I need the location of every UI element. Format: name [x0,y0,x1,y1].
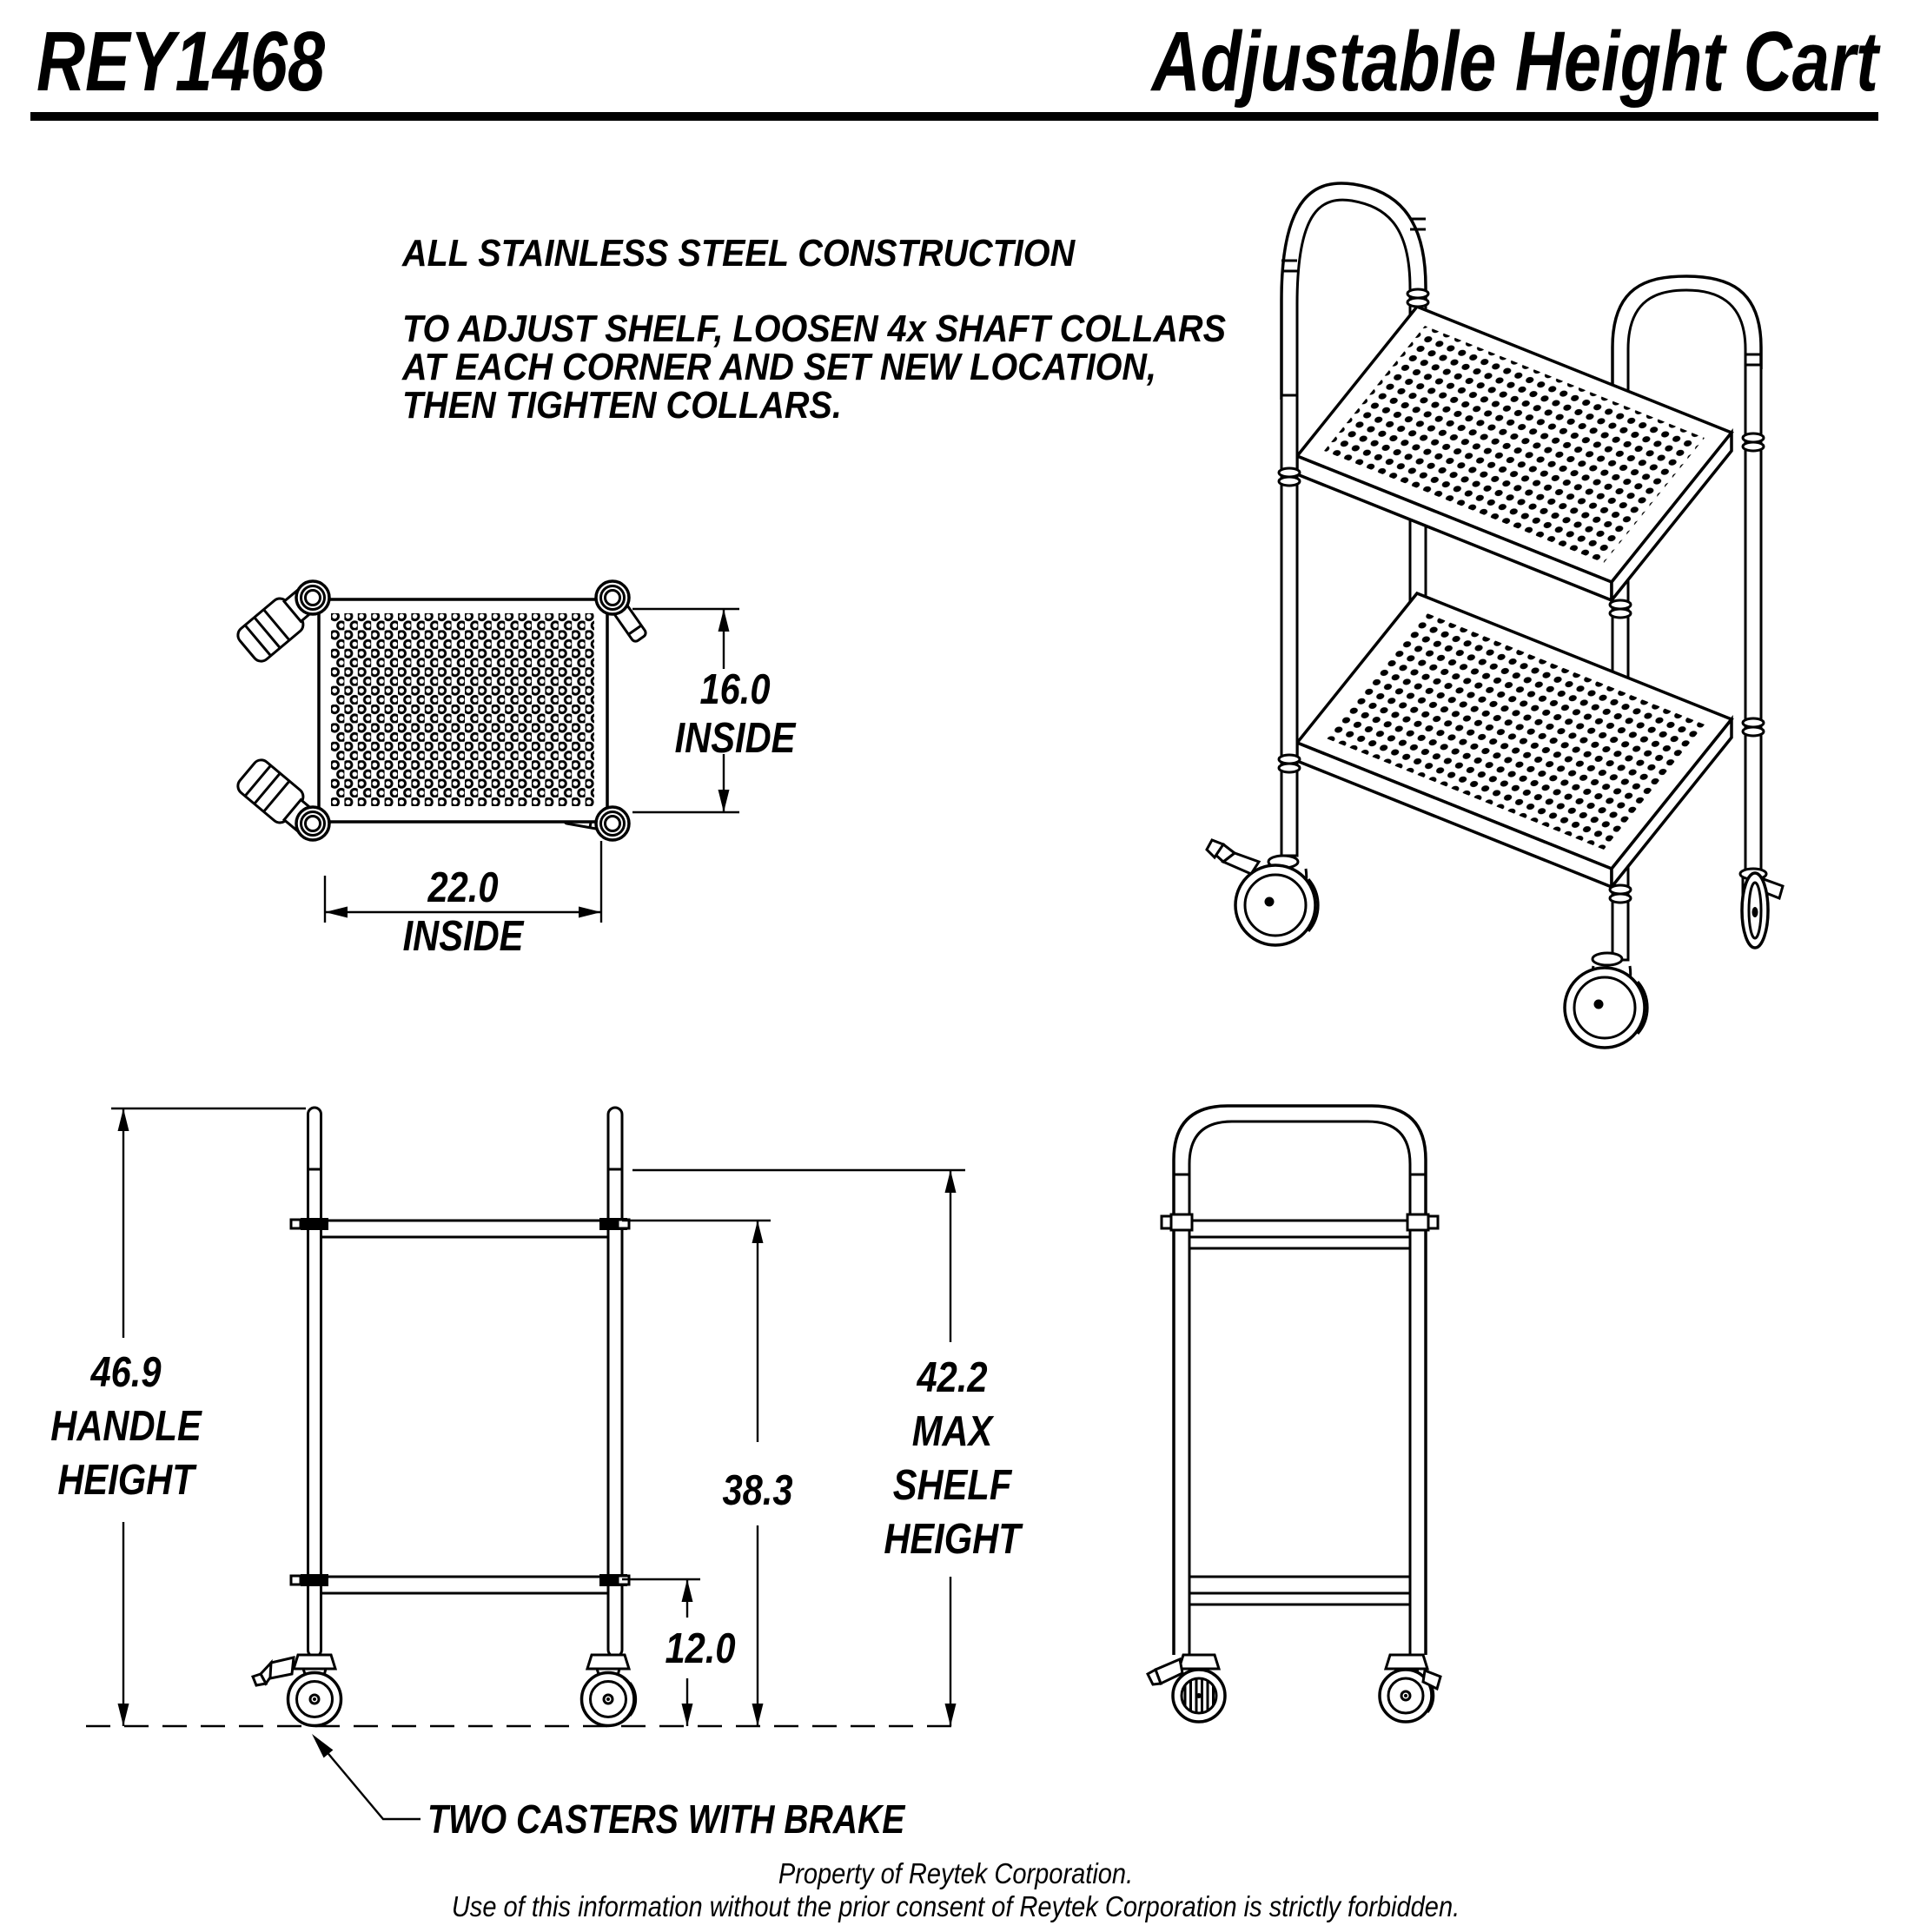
upper-shelf [1297,307,1732,600]
title-block [30,14,1881,121]
shaft-collar-icon [1279,468,1300,486]
dim-max-shelf-label1: MAX [911,1406,993,1455]
dimension-width [325,841,601,960]
note-adjust-line1: TO ADJUST SHELF, LOOSEN 4x SHAFT COLLARS [402,307,1226,350]
dimension-arrow [118,1108,129,1131]
page-title: Adjustable Height Cart [1151,13,1878,109]
lower-shelf-edge [1189,1577,1410,1593]
dimension-arrow [718,790,730,812]
dim-handle-label1: HANDLE [50,1401,202,1450]
dim-upper-shelf-value: 38.3 [722,1466,793,1514]
footer [452,1857,1460,1922]
dimension-arrow [682,1579,693,1602]
upper-shelf-edge [321,1221,609,1237]
brake-caster-front-view [253,1655,341,1726]
dim-max-shelf-value: 42.2 [917,1353,988,1401]
lower-shelf-edge [321,1577,609,1593]
note-adjust-line2: AT EACH CORNER AND SET NEW LOCATION, [402,345,1156,388]
caster-front-right [1565,953,1647,1048]
dimension-arrow [752,1704,764,1726]
dim-depth-label: INSIDE [674,713,796,762]
dim-handle-label2: HEIGHT [57,1455,195,1504]
dimension-arrow [118,1704,129,1726]
caster-back-right [1740,869,1783,948]
dim-max-shelf-label2: SHELF [892,1460,1012,1509]
dimension-arrow [682,1704,693,1726]
dimension-arrow [579,907,601,918]
top-view [235,581,797,960]
dimension-arrow [718,609,730,632]
caster-side-view [1380,1655,1440,1722]
dimension-handle-height [50,1108,306,1726]
caster-note-leader [312,1734,906,1843]
title-rule [30,112,1878,121]
dimension-lower-shelf-height [622,1579,736,1726]
handle-arch-outline [1174,1106,1426,1655]
shaft-collar-icon [1407,1214,1438,1230]
notes-block [401,231,1226,426]
dimension-arrow [325,907,348,918]
shaft-collar-icon [1743,718,1764,736]
dim-max-shelf-label3: HEIGHT [884,1514,1021,1563]
footer-line1: Property of Reytek Corporation. [778,1857,1134,1890]
footer-line2: Use of this information without the prior consent of Reytek Corporation is strictly forbidden. [451,1890,1460,1923]
dimension-arrow [945,1704,957,1726]
dimension-depth [632,609,797,812]
brake-caster-front-left [1207,840,1318,945]
shaft-collar-icon [1279,755,1300,772]
doc-number: REY1468 [36,13,326,109]
shaft-collar-icon [291,1574,328,1586]
dimension-arrow [752,1221,764,1243]
leg-tube-icon [296,807,329,840]
shaft-collar-icon [1743,433,1764,451]
dim-width-label: INSIDE [402,911,524,960]
lower-shelf [1297,593,1732,887]
dim-depth-value: 16.0 [699,665,771,713]
upper-shelf-edge [1189,1221,1410,1237]
dimension-arrow [945,1170,957,1193]
side-view [1148,1106,1440,1722]
leg-tube-icon [296,581,329,614]
caster-note: TWO CASTERS WITH BRAKE [427,1797,905,1843]
dim-lower-shelf-value: 12.0 [665,1624,736,1672]
leg-tube-icon [596,581,629,614]
shaft-collar-icon [1162,1214,1192,1230]
note-adjust-line3: THEN TIGHTEN COLLARS. [402,383,842,427]
shaft-collar-icon [1610,600,1631,618]
leg-front-left [1281,395,1297,856]
front-view [50,1108,1023,1843]
dim-handle-value: 46.9 [90,1347,162,1396]
shaft-collar-icon [1610,885,1631,903]
isometric-view [1207,183,1783,1048]
shelf-perforation [331,613,594,806]
brake-caster-side-view [1148,1655,1225,1722]
leg-tube-icon [596,807,629,840]
shaft-collar-icon [1407,289,1428,307]
note-construction: ALL STAINLESS STEEL CONSTRUCTION [402,231,1076,275]
shaft-collar-icon [291,1218,328,1230]
caster-front-view [582,1655,636,1726]
dim-width-value: 22.0 [427,863,499,911]
handle-arch-inner [1189,1121,1410,1655]
